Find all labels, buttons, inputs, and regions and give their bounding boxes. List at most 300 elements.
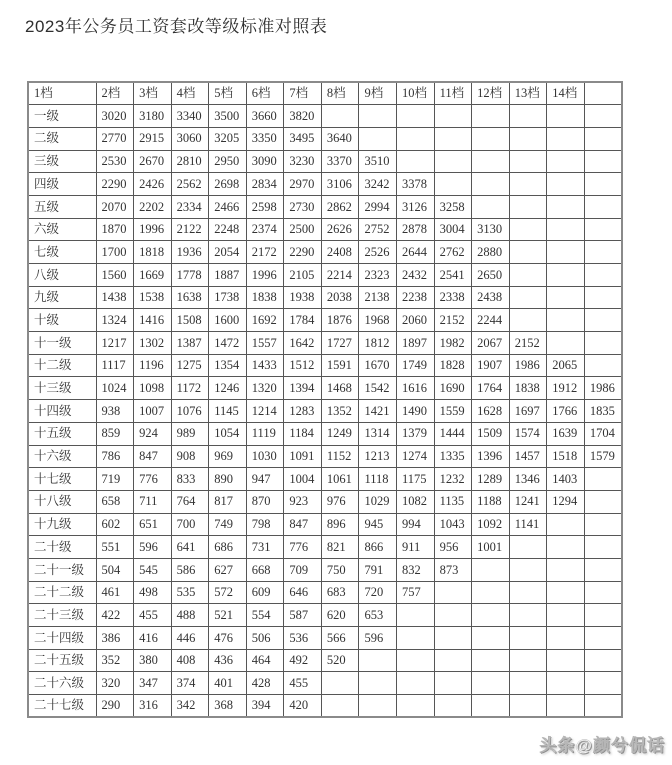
salary-cell: 3350 [246,127,284,150]
empty-cell [359,127,397,150]
salary-cell: 1559 [434,400,472,423]
row-label: 十七级 [28,468,96,491]
empty-cell [434,581,472,604]
salary-cell: 627 [209,558,247,581]
column-header: 14档 [547,82,585,105]
empty-cell [584,695,622,718]
salary-cell: 2598 [246,195,284,218]
empty-cell [434,695,472,718]
salary-cell: 1996 [134,218,172,241]
salary-cell: 847 [284,513,322,536]
empty-cell [584,468,622,491]
table-row [28,649,622,672]
salary-cell: 1538 [134,286,172,309]
row-label: 二十级 [28,536,96,559]
salary-cell: 394 [246,695,284,718]
salary-cell: 3090 [246,150,284,173]
empty-cell [509,127,547,150]
table-row [28,627,622,650]
salary-cell: 3370 [321,150,359,173]
column-header: 13档 [509,82,547,105]
salary-cell: 1628 [472,400,510,423]
salary-cell: 1274 [397,445,435,468]
empty-cell [547,105,585,128]
salary-cell: 2290 [284,241,322,264]
salary-cell: 1396 [472,445,510,468]
salary-cell: 1642 [284,332,322,355]
empty-cell [547,150,585,173]
salary-cell: 1509 [472,422,510,445]
salary-cell: 1457 [509,445,547,468]
salary-cell: 476 [209,627,247,650]
salary-cell: 1700 [96,241,134,264]
salary-cell: 386 [96,627,134,650]
salary-cell: 2466 [209,195,247,218]
empty-cell [509,173,547,196]
salary-cell: 2880 [472,241,510,264]
salary-cell: 1354 [209,354,247,377]
salary-cell: 2562 [171,173,209,196]
salary-cell: 651 [134,513,172,536]
table-row [28,264,622,287]
row-label: 二级 [28,127,96,150]
salary-cell: 731 [246,536,284,559]
table-row [28,513,622,536]
salary-cell: 866 [359,536,397,559]
row-label: 二十四级 [28,627,96,650]
empty-cell [547,649,585,672]
empty-cell [547,173,585,196]
empty-cell [509,309,547,332]
empty-cell [434,150,472,173]
salary-cell: 1289 [472,468,510,491]
empty-cell [397,695,435,718]
salary-cell: 719 [96,468,134,491]
salary-cell: 832 [397,558,435,581]
table-row [28,105,622,128]
salary-cell: 3340 [171,105,209,128]
salary-cell: 1232 [434,468,472,491]
salary-cell: 1117 [96,354,134,377]
salary-cell: 1876 [321,309,359,332]
salary-cell: 521 [209,604,247,627]
row-label: 十九级 [28,513,96,536]
table-row [28,309,622,332]
salary-cell: 1986 [509,354,547,377]
salary-cell: 1512 [284,354,322,377]
salary-cell: 1438 [96,286,134,309]
empty-cell [584,513,622,536]
salary-cell: 3820 [284,105,322,128]
salary-cell: 3378 [397,173,435,196]
salary-cell: 3495 [284,127,322,150]
salary-cell: 1004 [284,468,322,491]
salary-cell: 1314 [359,422,397,445]
empty-cell [472,649,510,672]
salary-cell: 1812 [359,332,397,355]
salary-cell: 1283 [284,400,322,423]
salary-cell: 658 [96,490,134,513]
salary-cell: 374 [171,672,209,695]
empty-cell [359,105,397,128]
salary-cell: 786 [96,445,134,468]
salary-cell: 1145 [209,400,247,423]
empty-cell [584,536,622,559]
salary-cell: 461 [96,581,134,604]
salary-cell: 1616 [397,377,435,400]
salary-cell: 1518 [547,445,585,468]
salary-cell: 641 [171,536,209,559]
salary-cell: 859 [96,422,134,445]
salary-cell: 947 [246,468,284,491]
salary-cell: 545 [134,558,172,581]
empty-cell [397,672,435,695]
salary-cell: 1403 [547,468,585,491]
empty-cell [434,173,472,196]
column-header: 3档 [134,82,172,105]
salary-cell: 1379 [397,422,435,445]
empty-cell [397,649,435,672]
row-label: 六级 [28,218,96,241]
empty-cell [584,241,622,264]
row-label: 十三级 [28,377,96,400]
salary-cell: 700 [171,513,209,536]
salary-cell: 776 [284,536,322,559]
salary-cell: 1213 [359,445,397,468]
salary-cell: 455 [134,604,172,627]
salary-cell: 464 [246,649,284,672]
column-header: 4档 [171,82,209,105]
row-label: 四级 [28,173,96,196]
salary-cell: 2054 [209,241,247,264]
salary-cell: 2152 [434,309,472,332]
salary-cell: 683 [321,581,359,604]
salary-cell: 3060 [171,127,209,150]
table-row [28,445,622,468]
row-label: 十五级 [28,422,96,445]
salary-cell: 2065 [547,354,585,377]
salary-cell: 1764 [472,377,510,400]
salary-cell: 1352 [321,400,359,423]
salary-cell: 2950 [209,150,247,173]
salary-cell: 2752 [359,218,397,241]
row-label: 十一级 [28,332,96,355]
salary-cell: 2408 [321,241,359,264]
empty-cell [547,672,585,695]
salary-cell: 2172 [246,241,284,264]
empty-cell [584,286,622,309]
salary-cell: 938 [96,400,134,423]
salary-cell: 1217 [96,332,134,355]
table-row [28,695,622,718]
salary-cell: 1690 [434,377,472,400]
salary-cell: 870 [246,490,284,513]
salary-cell: 956 [434,536,472,559]
salary-cell: 1196 [134,354,172,377]
empty-cell [584,672,622,695]
column-header: 10档 [397,82,435,105]
salary-cell: 3106 [321,173,359,196]
table-row [28,558,622,581]
salary-cell: 3130 [472,218,510,241]
salary-cell: 401 [209,672,247,695]
empty-cell [584,332,622,355]
salary-cell: 1579 [584,445,622,468]
salary-cell: 1938 [284,286,322,309]
empty-cell [584,558,622,581]
salary-cell: 3205 [209,127,247,150]
salary-cell: 3258 [434,195,472,218]
column-header: 2档 [96,82,134,105]
salary-cell: 945 [359,513,397,536]
salary-cell: 2770 [96,127,134,150]
salary-cell: 1294 [547,490,585,513]
empty-cell [547,309,585,332]
empty-cell [547,332,585,355]
salary-cell: 3500 [209,105,247,128]
salary-cell: 1214 [246,400,284,423]
salary-cell: 1092 [472,513,510,536]
empty-cell [321,672,359,695]
salary-cell: 1416 [134,309,172,332]
empty-cell [509,105,547,128]
table-row [28,400,622,423]
salary-cell: 1669 [134,264,172,287]
salary-cell: 420 [284,695,322,718]
empty-cell [509,604,547,627]
table-row [28,581,622,604]
salary-cell: 1704 [584,422,622,445]
salary-cell: 1986 [584,377,622,400]
salary-cell: 1996 [246,264,284,287]
salary-cell: 1472 [209,332,247,355]
column-header: 12档 [472,82,510,105]
salary-cell: 1082 [397,490,435,513]
empty-cell [321,695,359,718]
salary-cell: 896 [321,513,359,536]
empty-cell [472,581,510,604]
salary-cell: 847 [134,445,172,468]
salary-cell: 1784 [284,309,322,332]
row-label: 二十三级 [28,604,96,627]
salary-cell: 720 [359,581,397,604]
salary-cell: 1778 [171,264,209,287]
salary-cell: 646 [284,581,322,604]
salary-cell: 2762 [434,241,472,264]
empty-cell [547,513,585,536]
table-row [28,150,622,173]
salary-cell: 498 [134,581,172,604]
empty-cell [472,695,510,718]
salary-cell: 446 [171,627,209,650]
salary-cell: 3640 [321,127,359,150]
salary-cell: 492 [284,649,322,672]
salary-cell: 1302 [134,332,172,355]
salary-cell: 535 [171,581,209,604]
salary-cell: 506 [246,627,284,650]
salary-cell: 586 [171,558,209,581]
salary-cell: 3126 [397,195,435,218]
salary-cell: 1828 [434,354,472,377]
column-header: 8档 [321,82,359,105]
empty-cell [584,581,622,604]
salary-cell: 709 [284,558,322,581]
empty-cell [547,127,585,150]
empty-cell [509,649,547,672]
salary-cell: 2122 [171,218,209,241]
row-label: 十六级 [28,445,96,468]
empty-cell [547,241,585,264]
salary-cell: 1912 [547,377,585,400]
salary-cell: 587 [284,604,322,627]
column-header: 7档 [284,82,322,105]
salary-cell: 368 [209,695,247,718]
salary-cell: 1818 [134,241,172,264]
empty-cell [359,649,397,672]
salary-cell: 551 [96,536,134,559]
salary-cell: 1542 [359,377,397,400]
salary-cell: 686 [209,536,247,559]
empty-cell [547,581,585,604]
empty-cell [359,695,397,718]
salary-cell: 1246 [209,377,247,400]
salary-cell: 1091 [284,445,322,468]
empty-cell [547,218,585,241]
salary-cell: 1490 [397,400,435,423]
salary-cell: 1749 [397,354,435,377]
salary-cell: 2152 [509,332,547,355]
row-label: 九级 [28,286,96,309]
row-label: 二十一级 [28,558,96,581]
row-label: 十二级 [28,354,96,377]
salary-cell: 2248 [209,218,247,241]
salary-cell: 1574 [509,422,547,445]
empty-cell [547,195,585,218]
empty-cell [397,105,435,128]
salary-cell: 1098 [134,377,172,400]
salary-cell: 1001 [472,536,510,559]
empty-cell [584,173,622,196]
salary-cell: 488 [171,604,209,627]
empty-cell [509,581,547,604]
salary-grade-table [27,81,623,718]
salary-cell: 2541 [434,264,472,287]
salary-cell: 2650 [472,264,510,287]
empty-cell [397,627,435,650]
salary-cell: 2670 [134,150,172,173]
salary-cell: 2105 [284,264,322,287]
salary-cell: 1560 [96,264,134,287]
salary-cell: 2238 [397,286,435,309]
empty-cell [472,627,510,650]
empty-cell [397,150,435,173]
salary-cell: 1897 [397,332,435,355]
salary-cell: 1907 [472,354,510,377]
empty-cell [434,105,472,128]
salary-cell: 3004 [434,218,472,241]
salary-cell: 1508 [171,309,209,332]
salary-cell: 1241 [509,490,547,513]
salary-cell: 416 [134,627,172,650]
table-row [28,536,622,559]
empty-cell [509,218,547,241]
empty-cell [472,173,510,196]
empty-cell [509,672,547,695]
salary-cell: 1007 [134,400,172,423]
empty-cell [547,536,585,559]
empty-cell [397,604,435,627]
salary-cell: 2432 [397,264,435,287]
salary-cell: 536 [284,627,322,650]
salary-cell: 2994 [359,195,397,218]
empty-cell [509,150,547,173]
salary-cell: 2730 [284,195,322,218]
salary-cell: 890 [209,468,247,491]
salary-cell: 520 [321,649,359,672]
salary-cell: 924 [134,422,172,445]
salary-cell: 1076 [171,400,209,423]
salary-cell: 1119 [246,422,284,445]
salary-cell: 1394 [284,377,322,400]
empty-cell [472,604,510,627]
salary-cell: 1141 [509,513,547,536]
salary-cell: 609 [246,581,284,604]
salary-cell: 833 [171,468,209,491]
salary-cell: 2138 [359,286,397,309]
empty-cell [434,672,472,695]
page-title: 2023年公务员工资套改等级标准对照表 [25,17,328,36]
row-label: 一级 [28,105,96,128]
salary-cell: 2334 [171,195,209,218]
salary-cell: 1135 [434,490,472,513]
salary-cell: 976 [321,490,359,513]
empty-cell [547,695,585,718]
column-header: 1档 [28,82,96,105]
empty-cell [584,309,622,332]
row-label: 七级 [28,241,96,264]
salary-cell: 923 [284,490,322,513]
salary-cell: 776 [134,468,172,491]
salary-cell: 3230 [284,150,322,173]
salary-cell: 2426 [134,173,172,196]
salary-cell: 620 [321,604,359,627]
column-header: 9档 [359,82,397,105]
salary-cell: 1172 [171,377,209,400]
empty-cell [547,627,585,650]
table-header-row [28,82,622,105]
column-header: 11档 [434,82,472,105]
salary-cell: 352 [96,649,134,672]
salary-cell: 1638 [171,286,209,309]
empty-cell [509,264,547,287]
salary-cell: 1387 [171,332,209,355]
salary-cell: 2915 [134,127,172,150]
empty-cell [509,695,547,718]
salary-cell: 1043 [434,513,472,536]
salary-cell: 3180 [134,105,172,128]
row-label: 十级 [28,309,96,332]
row-label: 八级 [28,264,96,287]
row-label: 二十五级 [28,649,96,672]
salary-cell: 1766 [547,400,585,423]
empty-cell [509,627,547,650]
salary-cell: 1838 [509,377,547,400]
salary-cell: 1024 [96,377,134,400]
empty-cell [472,150,510,173]
salary-cell: 566 [321,627,359,650]
salary-cell: 1968 [359,309,397,332]
row-label: 二十二级 [28,581,96,604]
